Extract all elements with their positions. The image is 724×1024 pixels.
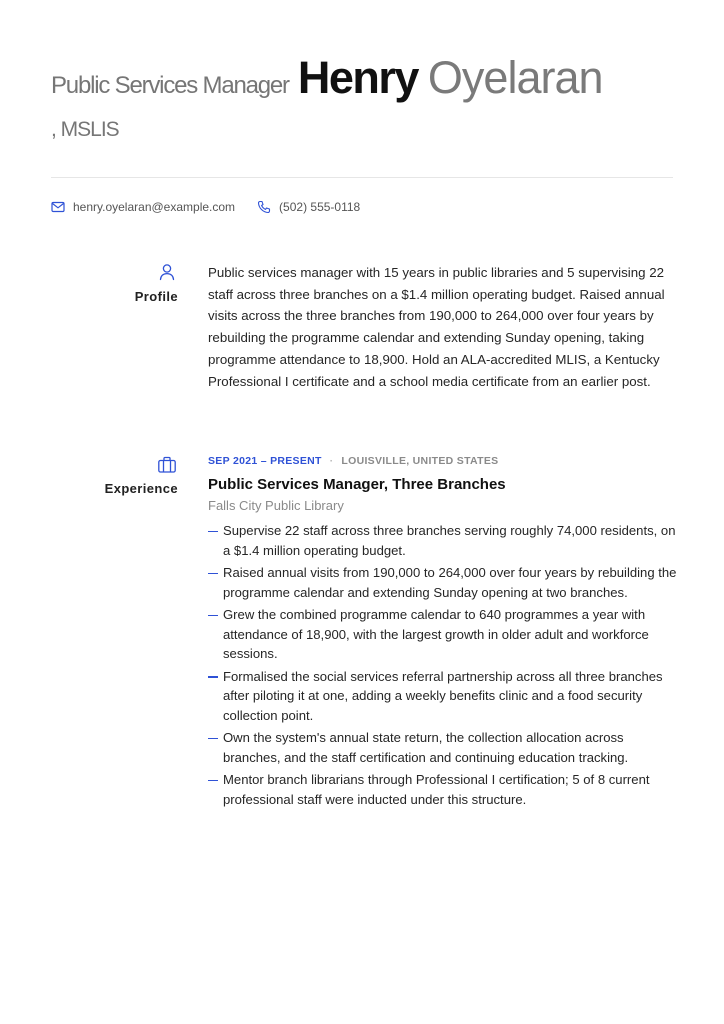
job-meta: [208, 455, 678, 467]
job-entry: [208, 455, 678, 809]
job-dates: SEP 2021 – PRESENT: [208, 455, 322, 467]
name-suffix: , MSLIS: [51, 118, 119, 141]
meta-separator: ·: [329, 455, 334, 467]
phone-text: (502) 555-0118: [279, 200, 361, 214]
experience-heading: [60, 455, 178, 496]
bullet-text: Grew the combined programme calendar to 640 programmes a year with attendance of 18,900, with the largest growth in older adult and workforce sessions.: [223, 607, 649, 661]
bullet-text: Own the system's annual state return, the collection allocation across branches, and the staff certification and continuing education tracking.: [223, 730, 629, 765]
briefcase-icon: [157, 455, 177, 475]
bullet-dash: [208, 676, 218, 678]
job-location: LOUISVILLE, UNITED STATES: [341, 455, 499, 467]
name-line: [51, 52, 673, 104]
job-bullet: [208, 521, 678, 560]
job-bullet: [208, 605, 678, 664]
bullet-dash: [208, 615, 218, 617]
contact-email[interactable]: [51, 200, 235, 214]
bullet-text: Supervise 22 staff across three branches serving roughly 74,000 residents, on a $1.4 million operating budget.: [223, 523, 676, 558]
job-bullet: [208, 770, 678, 809]
bullet-dash: [208, 780, 218, 782]
profile-summary: Public services manager with 15 years in public libraries and 5 supervising 22 staff across three branches on a $1.4 million operating budget. Raised annual visits across the three branches from 190,000 to 264,000 over four years by rebuilding the programme calendar and extending Sunday opening, taking programme attendance to 18,900. Hold an ALA-accredited MLIS, a Kentucky Professional I certificate and a school media certificate from an earlier post.: [208, 265, 665, 389]
profile-label: Profile: [134, 289, 178, 304]
experience-body: [208, 455, 678, 812]
phone-icon: [257, 200, 271, 214]
job-employer: Falls City Public Library: [208, 498, 344, 513]
bullet-text: Raised annual visits from 190,000 to 264,000 over four years by rebuilding the programme calendar and extending Sunday opening at two branches.: [223, 565, 677, 600]
experience-label: Experience: [104, 481, 178, 496]
job-title: Public Services Manager: [51, 72, 289, 99]
profile-body: [208, 262, 678, 392]
contact-phone[interactable]: [257, 200, 360, 214]
last-name: Oyelaran: [427, 52, 603, 103]
bullet-text: Mentor branch librarians through Professional I certification; 5 of 8 current professional staff were inducted under this structure.: [223, 772, 650, 807]
job-bullet: [208, 667, 678, 726]
bullet-dash: [208, 573, 218, 575]
bullet-text: Formalised the social services referral partnership across all three branches after piloting it at one, adding a weekly benefits clinic and a food security collection point.: [223, 668, 663, 723]
first-name: Henry: [297, 52, 418, 103]
resume-header: [51, 52, 673, 142]
bullet-dash: [208, 738, 218, 740]
job-title-role: Public Services Manager, Three Branches: [208, 476, 506, 493]
job-bullets: [208, 521, 678, 809]
profile-heading: [60, 262, 178, 304]
user-icon: [157, 262, 177, 282]
email-text: henry.oyelaran@example.com: [73, 200, 236, 214]
mail-icon: [51, 201, 65, 213]
bullet-dash: [208, 531, 218, 533]
header-divider: [51, 177, 673, 178]
contact-bar: [51, 200, 382, 214]
job-bullet: [208, 563, 678, 602]
job-bullet: [208, 728, 678, 767]
